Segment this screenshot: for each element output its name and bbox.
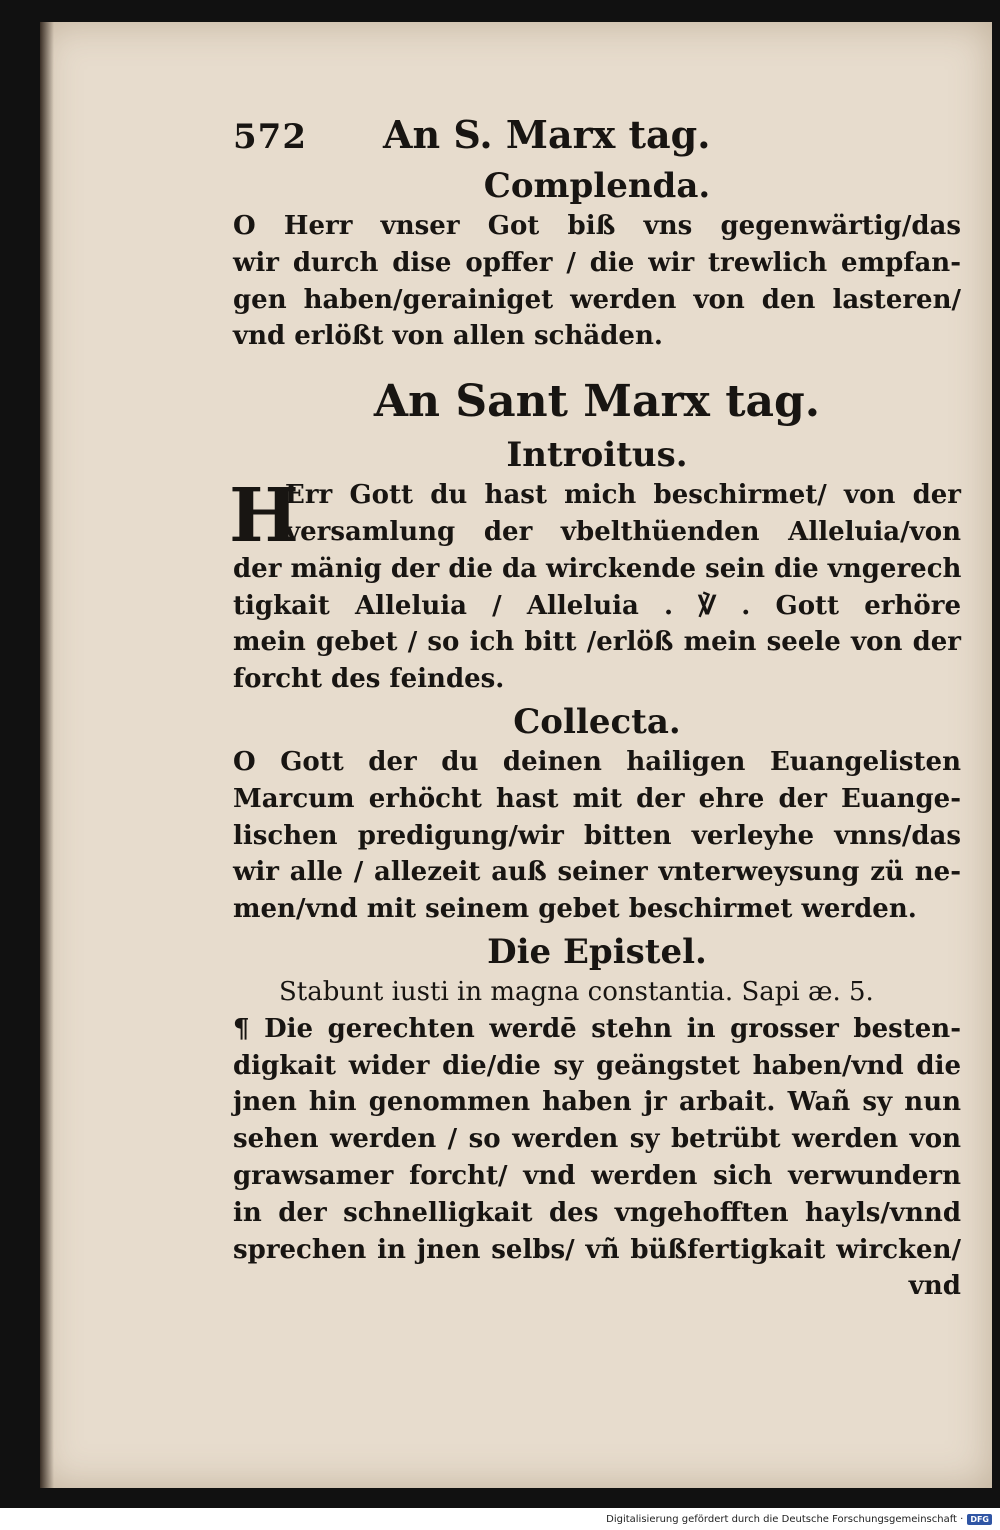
epistel-text: [233, 1011, 961, 1305]
text-line: sehen werden / so werden sy betrübt werden von: [233, 1124, 961, 1155]
text-line: der mänig der die da wirckende sein die vngerech: [233, 553, 962, 584]
drop-cap-initial: H: [229, 473, 299, 560]
text-line: wir alle / allezeit auß seiner vnterweysung zü ne-: [233, 857, 961, 888]
text-line: wir durch dise opffer / die wir trewlich empfan-: [233, 247, 961, 278]
text-line: tigkait Alleluia / Alleluia . ℣ . Gott erhöre: [233, 590, 961, 621]
book-page: [40, 22, 992, 1488]
collecta-text: [233, 744, 961, 928]
text-line: jnen hin genommen haben jr arbait. Wañ sy nun: [233, 1087, 961, 1118]
text-line: ¶ Die gerechten werdē stehn in grosser besten-: [233, 1013, 961, 1044]
text-line: grawsamer forcht/ vnd werden sich verwundern: [233, 1160, 961, 1191]
introitus-heading: Introitus.: [506, 435, 688, 476]
page-number: 572: [233, 117, 307, 157]
text-line: digkait wider die/die sy geängstet haben/vnd die: [233, 1050, 961, 1081]
text-line: lischen predigung/wir bitten verleyhe vnns/das: [233, 820, 961, 851]
text-line: gen haben/gerainiget werden von den lasteren/: [233, 284, 961, 315]
text-line: forcht des feindes.: [233, 664, 505, 695]
text-line: mein gebet / so ich bitt /erlöß mein seele von der: [233, 627, 961, 658]
complenda-text: [233, 208, 961, 355]
introitus-text: [229, 473, 962, 698]
text-line: vnd erlößt von allen schäden.: [233, 321, 663, 352]
page-text: [229, 112, 962, 1305]
epistel-heading: Die Epistel.: [487, 931, 707, 972]
dfg-logo: DFG: [967, 1514, 992, 1525]
text-line: versamlung der vbelthüenden Alleluia/von: [285, 516, 961, 547]
text-line: sprechen in jnen selbs/ vñ büßfertigkait wircken/: [233, 1234, 961, 1265]
text-line: in der schnelligkait des vngehofften hayls/vnnd: [233, 1197, 961, 1228]
collecta-heading: Collecta.: [513, 701, 681, 742]
text-line: O Herr vnser Got biß vns gegenwärtig/das: [233, 211, 961, 241]
text-line: Err Gott du hast mich beschirmet/ von der: [285, 480, 961, 511]
text-line: O Gott der du deinen hailigen Euangelisten: [233, 746, 961, 777]
funding-credit: Digitalisierung gefördert durch die Deutsche Forschungsgemeinschaft ·: [606, 1513, 964, 1525]
page-header: [233, 112, 961, 162]
running-head: An S. Marx tag.: [383, 112, 711, 157]
digitization-footer: [0, 1508, 1000, 1530]
text-line: men/vnd mit seinem gebet beschirmet werden.: [233, 894, 917, 925]
feast-title: An Sant Marx tag.: [373, 376, 821, 428]
latin-incipit: Stabunt iusti in magna constantia. Sapi æ. 5.: [279, 976, 874, 1007]
text-line: Marcum erhöcht hast mit der ehre der Euange-: [233, 783, 961, 814]
catchword: vnd: [908, 1271, 961, 1302]
complenda-heading: Complenda.: [483, 166, 711, 206]
